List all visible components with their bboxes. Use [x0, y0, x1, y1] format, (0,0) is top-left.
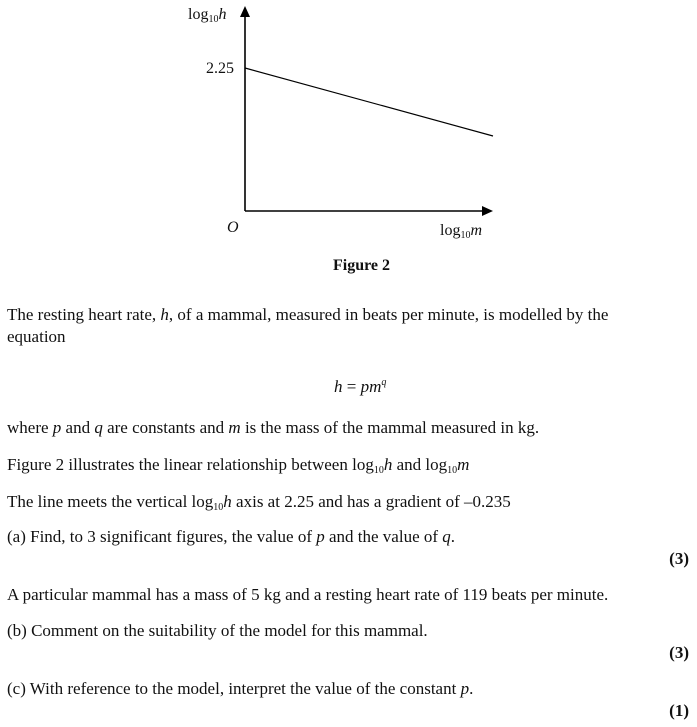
t: axis at 2.25 and has a gradient of –0.235: [231, 492, 511, 511]
t: =: [342, 377, 361, 396]
t: q: [94, 418, 103, 437]
t: The line meets the vertical log: [7, 492, 214, 511]
t: pm: [360, 377, 382, 396]
intro-line-1: [7, 305, 608, 325]
y-axis-arrow: [240, 6, 250, 17]
t: h: [223, 492, 232, 511]
where-line: [7, 418, 539, 438]
y-label-log: log: [188, 6, 209, 23]
t: q: [381, 377, 387, 388]
model-equation: [334, 373, 386, 397]
intro-line-2: equation: [7, 327, 66, 346]
t: p: [460, 679, 470, 698]
figure-2-graph: [0, 0, 697, 300]
marks-b: (3): [669, 643, 689, 662]
t: .: [450, 527, 456, 546]
figure-line: [7, 455, 469, 481]
particular-mammal-line: A particular mammal has a mass of 5 kg and a resting heart rate of 119 beats per minute.: [7, 585, 609, 604]
y-label-var: h: [218, 6, 227, 23]
data-line: [245, 68, 493, 136]
marks-a: (3): [669, 549, 689, 568]
t: h: [383, 455, 393, 474]
t: (c) With reference to the model, interpret the value of the constant: [7, 679, 461, 698]
t: p: [52, 418, 62, 437]
t: 10: [373, 465, 384, 476]
t: and: [61, 418, 95, 437]
question-b: (b) Comment on the suitability of the model for this mammal.: [7, 621, 428, 640]
origin-text: O: [227, 219, 239, 236]
x-axis-arrow: [482, 206, 493, 216]
t: (a) Find, to 3 significant figures, the value of: [7, 527, 317, 546]
t: are constants and: [102, 418, 229, 437]
gradient-line: [7, 492, 511, 518]
t: h: [160, 305, 169, 324]
t: Figure 2 illustrates the linear relationship between log: [7, 455, 374, 474]
y-label-sub: 10: [208, 14, 219, 25]
t: h: [334, 377, 343, 396]
t: .: [469, 679, 474, 698]
x-label-sub: 10: [460, 230, 471, 241]
y-axis-label: [188, 6, 226, 29]
t: 10: [213, 502, 224, 513]
t: p: [316, 527, 325, 546]
t: where: [7, 418, 53, 437]
t: and log: [392, 455, 448, 474]
marks-c: (1): [669, 701, 689, 720]
question-c: [7, 679, 473, 699]
t: q: [442, 527, 451, 546]
t: is the mass of the mammal measured in kg.: [240, 418, 540, 437]
intercept-label: 2.25: [206, 60, 234, 77]
t: m: [457, 455, 470, 474]
figure-caption: Figure 2: [333, 257, 391, 274]
t: and the value of: [324, 527, 443, 546]
x-label-var: m: [470, 222, 483, 239]
t: 10: [447, 465, 458, 476]
t: , of a mammal, measured in beats per minute, is modelled by the: [168, 305, 609, 324]
origin-label: [227, 219, 239, 237]
t: m: [228, 418, 241, 437]
x-label-log: log: [440, 222, 461, 239]
question-a: [7, 527, 455, 547]
x-axis-label: [440, 222, 482, 245]
t: The resting heart rate,: [7, 305, 161, 324]
